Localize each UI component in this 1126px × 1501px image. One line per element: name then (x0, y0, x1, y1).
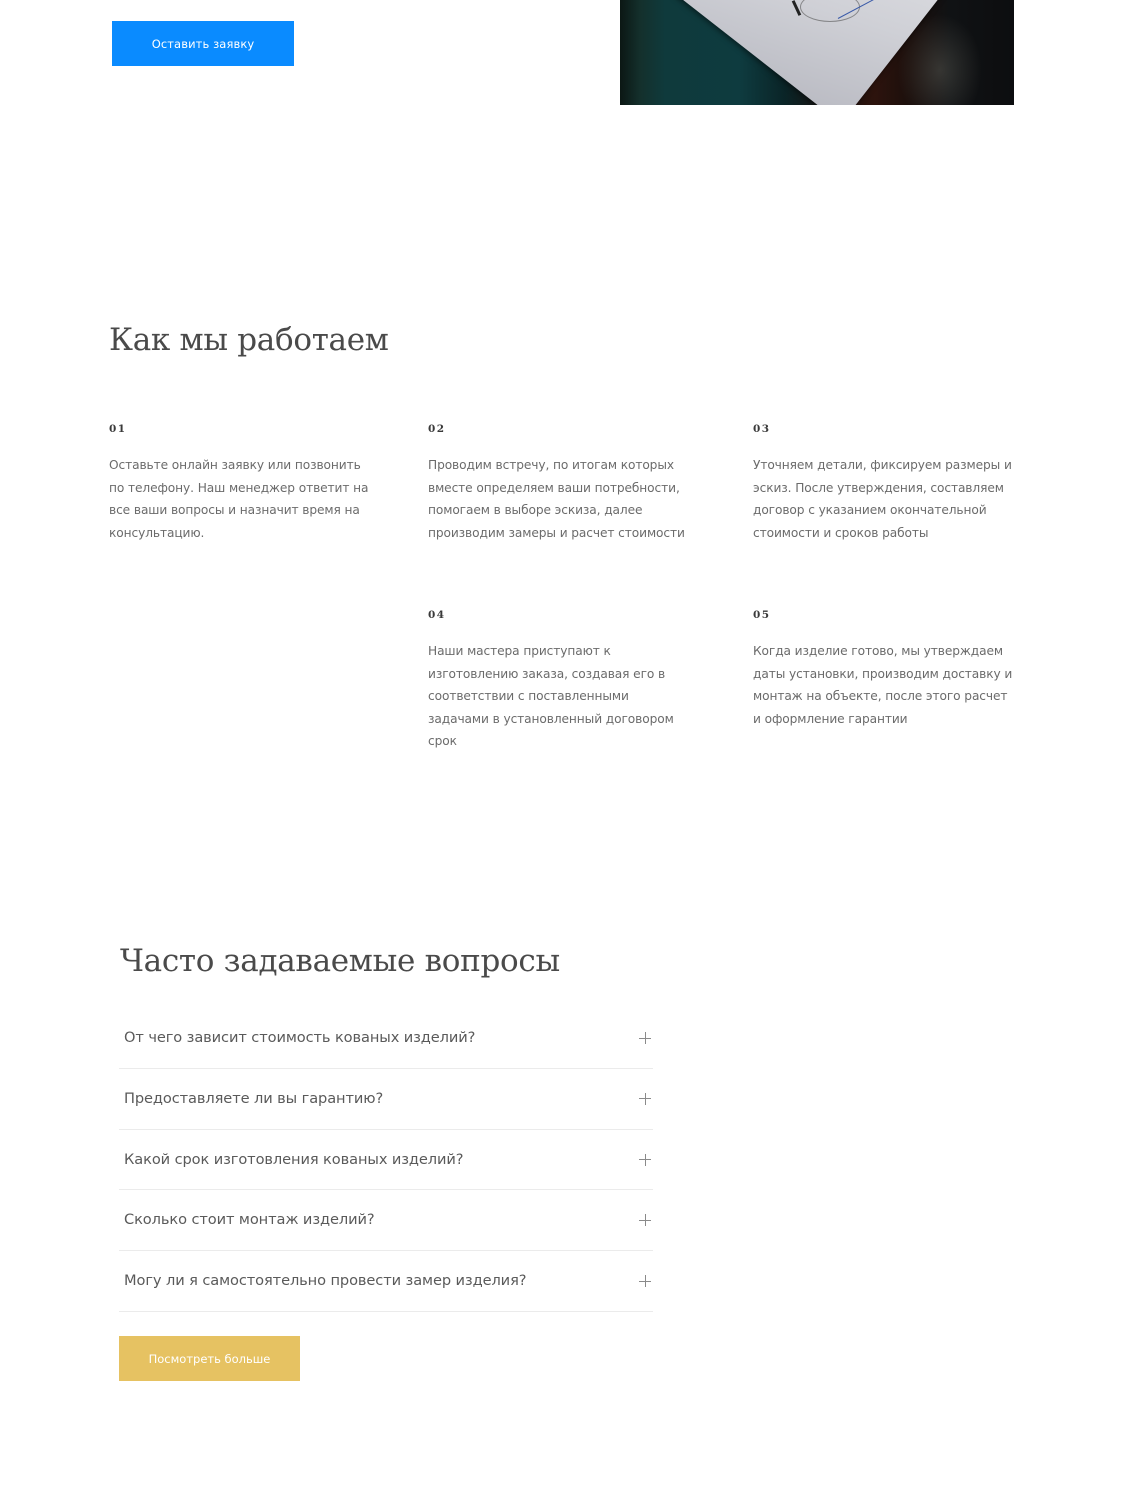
step-text: Когда изделие готово, мы утверждаем даты установки, производим доставку и монтаж на объекте, после этого расчет и оформление гарантии (753, 644, 1013, 726)
step-item (753, 422, 1018, 544)
faq-title: Часто задаваемые вопросы (120, 943, 560, 979)
step-text: Уточняем детали, фиксируем размеры и эскиз. После утверждения, составляем договор с указанием окончательной стоимости и сроков работы (753, 458, 1012, 540)
step-item (428, 422, 693, 544)
how-we-work-title: Как мы работаем (109, 322, 389, 358)
leave-request-button[interactable]: Оставить заявку (112, 21, 294, 66)
step-text: Наши мастера приступают к изготовлению заказа, создавая его в соответствии с поставленными задачами в установленный договором срок (428, 644, 674, 749)
plus-icon[interactable] (639, 1032, 651, 1044)
faq-question[interactable]: Могу ли я самостоятельно провести замер изделия? (124, 1272, 527, 1290)
plus-icon[interactable] (639, 1275, 651, 1287)
faq-accordion (119, 1008, 653, 1312)
faq-question[interactable]: От чего зависит стоимость кованых изделий? (124, 1029, 476, 1046)
faq-item[interactable] (119, 1190, 653, 1251)
plus-icon[interactable] (639, 1093, 651, 1105)
plus-icon[interactable] (639, 1154, 651, 1166)
hero-photo (620, 0, 1014, 105)
step-item (428, 608, 693, 753)
faq-item[interactable] (119, 1251, 653, 1312)
step-number: 01 (109, 423, 127, 435)
step-number: 05 (753, 609, 771, 621)
faq-question[interactable]: Какой срок изготовления кованых изделий? (124, 1150, 464, 1168)
see-more-button[interactable]: Посмотреть больше (119, 1336, 300, 1381)
step-number: 04 (428, 609, 446, 621)
step-text: Оставьте онлайн заявку или позвонить по телефону. Наш менеджер ответит на все ваши вопросы и назначит время на консультацию. (109, 458, 369, 540)
faq-question[interactable]: Предоставляете ли вы гарантию? (124, 1089, 384, 1107)
faq-item[interactable] (119, 1008, 653, 1069)
step-text: Проводим встречу, по итогам которых вместе определяем ваши потребности, помогаем в выборе эскиза, далее производим замеры и расчет стоимости (428, 458, 685, 540)
faq-item[interactable] (119, 1130, 653, 1191)
faq-item[interactable] (119, 1069, 653, 1130)
plus-icon[interactable] (639, 1214, 651, 1226)
step-item (753, 608, 1018, 730)
step-number: 03 (753, 423, 771, 435)
step-item (109, 422, 369, 544)
faq-question[interactable]: Сколько стоит монтаж изделий? (124, 1211, 375, 1229)
step-number: 02 (428, 423, 446, 435)
